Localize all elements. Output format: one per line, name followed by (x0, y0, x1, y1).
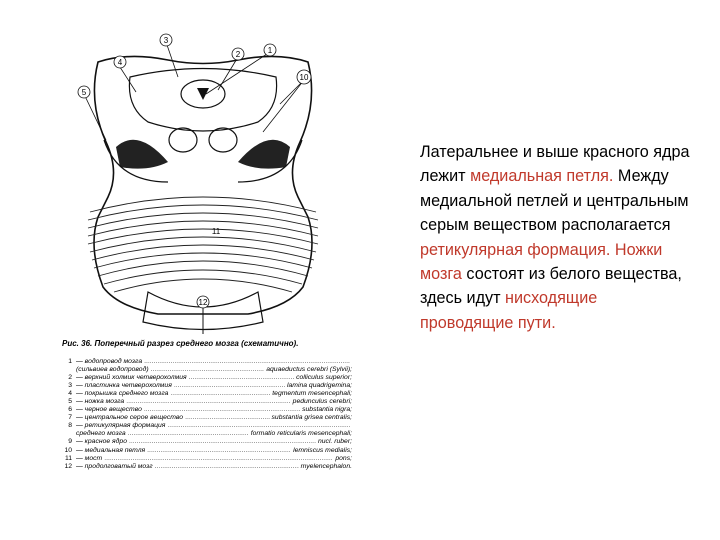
text-part: Латеральнее и выше красного ядра лежит (420, 143, 690, 186)
highlight-descending-pathways: нисходящие проводящие пути. (420, 289, 598, 332)
legend-latin-term: substantia grisea centralis; (271, 414, 352, 422)
legend-number: 5 (68, 398, 72, 406)
legend-row (62, 374, 352, 382)
legend-row (62, 447, 352, 455)
figure-label-2: 2 (235, 50, 241, 59)
legend-latin-term: myelencephalon. (300, 462, 352, 470)
legend-russian-term: — верхний холмик четверохолмия (76, 374, 187, 382)
legend-latin-term: pons; (335, 454, 352, 462)
legend-latin-term: lemniscus medialis; (293, 446, 352, 454)
legend-russian-term: — покрышка среднего мозга (76, 390, 169, 398)
legend-latin-term: tegmentum mesencephali; (272, 390, 352, 398)
legend-number: 8 (68, 422, 72, 430)
midbrain-diagram (58, 22, 350, 342)
legend-russian-term: — ножка мозга (76, 398, 125, 406)
legend-number: 2 (68, 374, 72, 382)
legend-latin-term: lamina quadrigemina; (287, 382, 352, 390)
highlight-reticular-formation: ретикулярная формация. (420, 240, 611, 259)
legend-russian-term: среднего мозга (76, 430, 126, 438)
legend-number (62, 430, 72, 438)
legend-row (62, 366, 352, 374)
legend-row (62, 398, 352, 406)
legend-row (62, 358, 352, 366)
legend-number: 3 (68, 382, 72, 390)
figure-legend (62, 358, 352, 471)
legend-latin-term: aquaeductus cerebri (Sylvii); (266, 366, 352, 374)
legend-number: 4 (68, 390, 72, 398)
slide-text-paragraph (420, 140, 690, 335)
legend-number: 9 (68, 438, 72, 446)
figure-label-12: 12 (198, 298, 208, 307)
legend-russian-term: — медиальная петля (76, 446, 146, 454)
legend-number (62, 366, 72, 374)
figure-caption: Рис. 36. Поперечный разрез среднего мозга (схематично). (62, 339, 299, 348)
legend-russian-term: (сильвиев водопровод) (76, 366, 149, 374)
legend-row (62, 390, 352, 398)
highlight-medial-lemniscus: медиальная петля. (470, 167, 614, 186)
legend-row (62, 382, 352, 390)
legend-russian-term: — мост (76, 454, 103, 462)
legend-number: 6 (68, 406, 72, 414)
legend-number: 12 (64, 462, 72, 470)
legend-number: 11 (64, 454, 72, 462)
legend-number: 1 (68, 358, 72, 365)
legend-latin-term: colliculus superior; (296, 374, 352, 382)
figure-label-4: 4 (117, 58, 123, 67)
legend-latin-term: substantia nigra; (302, 406, 352, 414)
legend-row (62, 406, 352, 414)
figure-label-11: 11 (211, 227, 221, 236)
legend-row (62, 438, 352, 446)
figure-label-1: 1 (267, 46, 273, 55)
legend-russian-term: — водопровод мозга (76, 358, 143, 365)
legend-row (62, 455, 352, 463)
text-part: состоят из белого вещества, здесь идут (420, 265, 682, 308)
legend-number: 7 (68, 414, 72, 422)
legend-number: 10 (64, 446, 72, 454)
figure-label-10: 10 (299, 73, 309, 82)
legend-russian-term: — ретикулярная формация (76, 422, 166, 430)
legend-russian-term: — красное ядро (76, 438, 127, 446)
figure-label-3: 3 (163, 36, 169, 45)
legend-russian-term: — пластинка четверохолмия (76, 382, 172, 390)
legend-latin-term: nucl. ruber; (317, 438, 352, 446)
legend-russian-term: — черное вещество (76, 406, 142, 414)
legend-russian-term: — продолговатый мозг (76, 462, 153, 470)
text-part: Между медиальной петлей и центральным серым веществом располагается (420, 167, 689, 235)
highlight-cerebral-peduncles: Ножки мозга (420, 240, 663, 284)
legend-latin-term: formatio reticularis mesencephali; (250, 430, 352, 438)
legend-row (62, 463, 352, 471)
legend-latin-term: pedunculus cerebri; (292, 398, 352, 406)
legend-row (62, 414, 352, 422)
legend-russian-term: — центральное серое вещество (76, 414, 184, 422)
figure-label-5: 5 (81, 88, 87, 97)
